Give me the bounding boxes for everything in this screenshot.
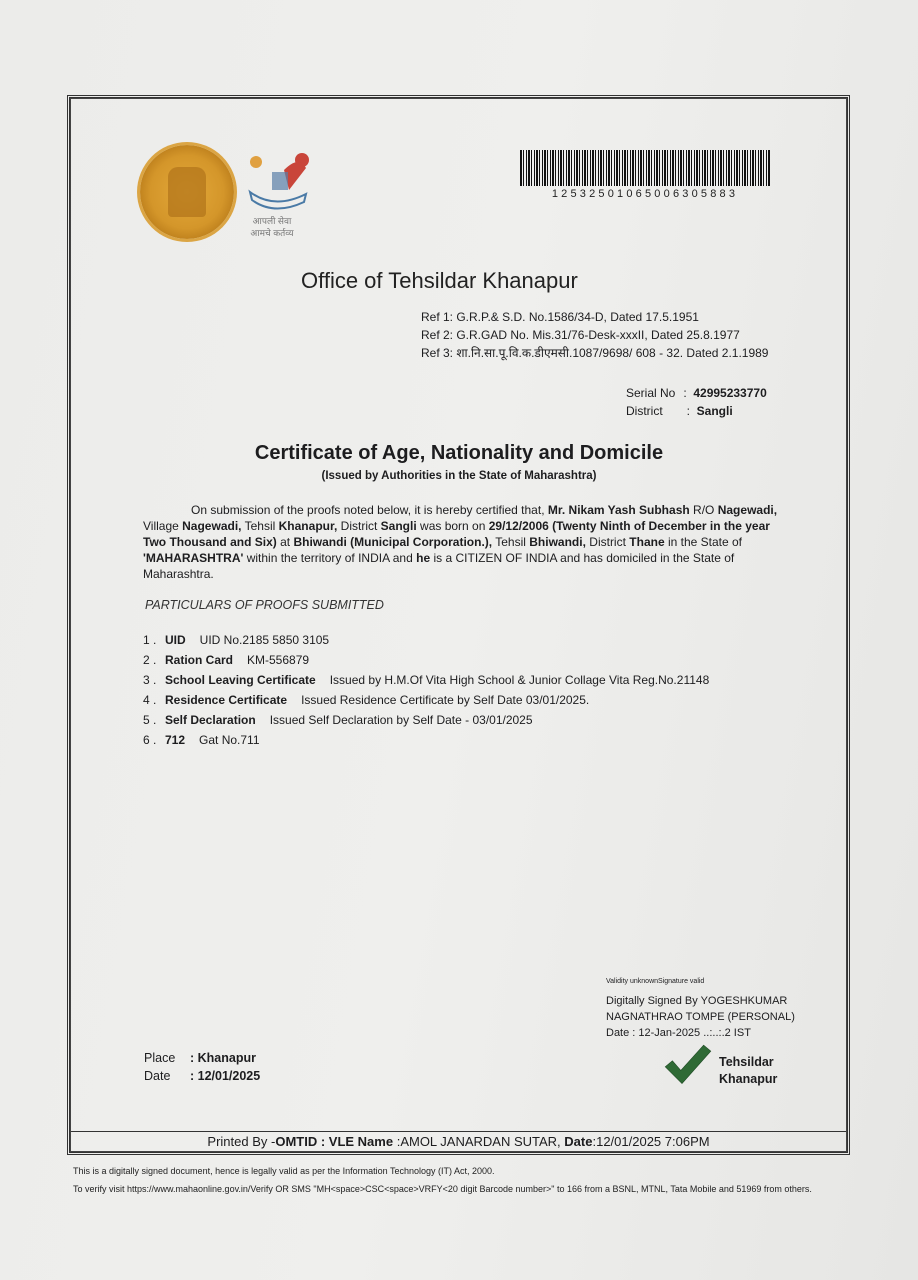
barcode bbox=[520, 150, 770, 186]
list-item: 1 . UID UID No.2185 5850 3105 bbox=[143, 633, 330, 647]
particulars-heading: PARTICULARS OF PROOFS SUBMITTED bbox=[145, 598, 384, 612]
barcode-number: 12532501065006305883 bbox=[551, 188, 739, 200]
ref-3: Ref 3: शा.नि.सा.पू.वि.क.डीएमसी.1087/9698/ 608 - 32. Dated 2.1.1989 bbox=[421, 346, 769, 360]
references bbox=[421, 308, 768, 362]
list-item: 3 . School Leaving Certificate Issued by H.M.Of Vita High School & Junior Collage Vita Reg.No.21148 bbox=[143, 673, 710, 687]
list-item: 4 . Residence Certificate Issued Residence Certificate by Self Date 03/01/2025. bbox=[143, 693, 590, 707]
maharashtra-seal-logo bbox=[140, 145, 234, 239]
certificate-title: Certificate of Age, Nationality and Domicile bbox=[254, 442, 664, 464]
list-item: 5 . Self Declaration Issued Self Declaration by Self Date - 03/01/2025 bbox=[143, 713, 533, 727]
serial-number: 42995233770 bbox=[693, 386, 767, 400]
divider bbox=[71, 1131, 846, 1132]
proofs-list bbox=[143, 630, 709, 750]
signatory-designation: Tehsildar Khanapur bbox=[719, 1055, 778, 1086]
printed-by: Printed By -OMTID : VLE Name :AMOL JANARDAN SUTAR, Date:12/01/2025 7:06PM bbox=[207, 1134, 710, 1149]
ref-2: Ref 2: G.R.GAD No. Mis.31/76-Desk-xxxII, Dated 25.8.1977 bbox=[421, 328, 740, 342]
place-date: Place : Khanapur Date : 12/01/2025 bbox=[144, 1051, 261, 1083]
signature-valid-check-icon bbox=[664, 1044, 712, 1086]
digital-signature: Validity unknownSignature valid Digitally Signed By YOGESHKUMAR NAGNATHRAO TOMPE (PERSONAL) Date : 12-Jan-2025 ..:..:.2 IST bbox=[606, 978, 795, 1039]
list-item: 6 . 712 Gat No.711 bbox=[143, 733, 260, 747]
office-title: Office of Tehsildar Khanapur bbox=[301, 268, 578, 293]
footer-note: This is a digitally signed document, hence is legally valid as per the Information Technology (IT) Act, 2000. To verify visit https://www.mahaonline.gov.in/Verify OR SMS "MH<space>CSC<space>VRFY<20 digit Barcode number>" to 166 from a BSNL, MTNL, Tata Mobile and 51969 from others. bbox=[73, 1166, 812, 1194]
district: Sangli bbox=[696, 404, 733, 418]
list-item: 2 . Ration Card KM-556879 bbox=[143, 653, 310, 667]
certificate-body: On submission of the proofs noted below, it is hereby certified that, Mr. Nikam Yash Subhash R/O Nagewadi, Village Nagewadi, Tehsil Khanapur, District Sangli was born on 29/12/2006 (Twenty Ninth of December in the year Two Thousand and Six) at Bhiwandi (Municipal Corporation.), Tehsil Bhiwandi, District Thane in the State of 'MAHARASHTRA' within the territory of INDIA and he is a CITIZEN OF INDIA and has domiciled in the State of Maharashtra. bbox=[143, 503, 778, 581]
ref-1: Ref 1: G.R.P.& S.D. No.1586/34-D, Dated 17.5.1951 bbox=[421, 310, 699, 324]
certificate-subtitle: (Issued by Authorities in the State of Maharashtra) bbox=[321, 470, 597, 482]
serial-district: Serial No : 42995233770 District : Sangli bbox=[626, 386, 767, 418]
logo-tagline: आपली सेवा आमचे कर्तव्य bbox=[250, 216, 294, 238]
